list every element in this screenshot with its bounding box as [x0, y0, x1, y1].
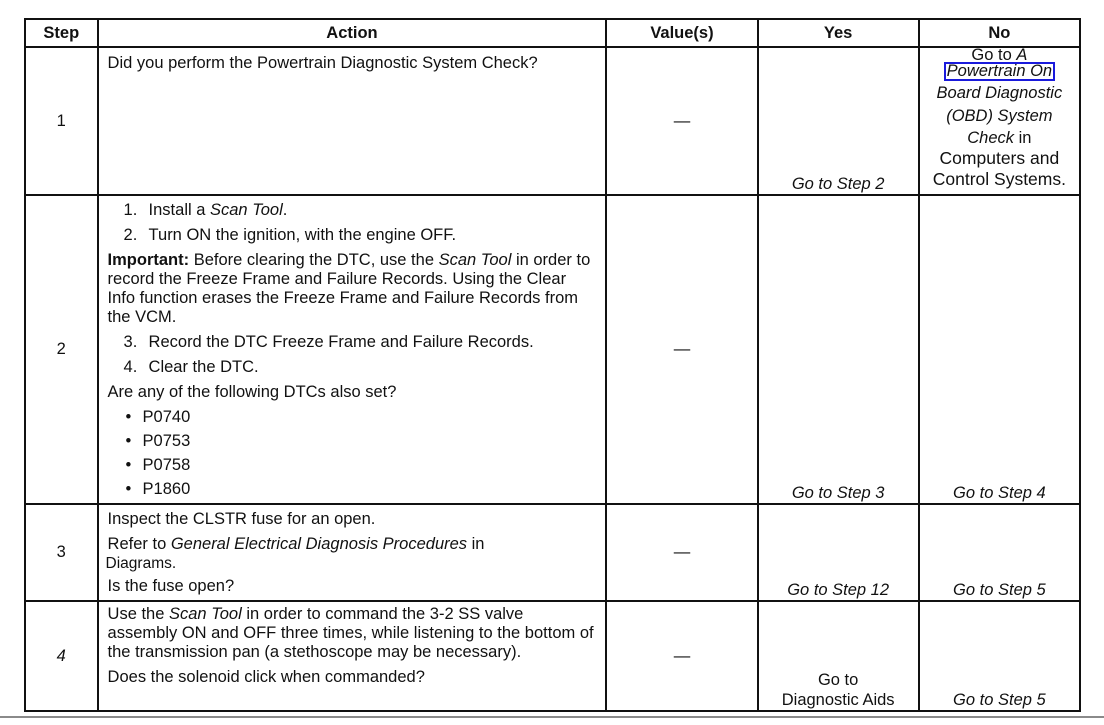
table-row-step-3	[25, 504, 1080, 601]
yes-cell[interactable]	[758, 47, 919, 195]
step-number: 3	[25, 504, 98, 601]
goto-step-link[interactable]: Go to Step 5	[953, 691, 1046, 709]
header-values: Value(s)	[606, 19, 757, 47]
action-reference: Refer to General Electrical Diagnosis Procedures in Diagrams.	[105, 535, 485, 572]
value-cell: —	[606, 47, 757, 195]
value-cell: —	[606, 195, 757, 504]
page-bottom-divider	[0, 716, 1104, 718]
no-cell: Go to A Powertrain On Board Diagnostic (OBD) System Check in Computers and Control Systems.	[919, 47, 1080, 195]
action-cell	[98, 47, 607, 195]
action-instruction: Use the Scan Tool in order to command the 3-2 SS valve assembly ON and OFF three times, while listening to the bottom of the transmission pan (a stethoscope may be necessary).	[107, 605, 594, 661]
yes-cell[interactable]	[758, 504, 919, 601]
goto-step-link[interactable]: Go to Step 12	[787, 581, 890, 599]
goto-step-link[interactable]: Go to Step 3	[791, 484, 885, 502]
no-cell[interactable]	[919, 504, 1080, 601]
no-suffix-line2: Control Systems.	[932, 169, 1066, 189]
goto-step-link[interactable]: Go to Step 2	[791, 175, 885, 193]
yes-cell[interactable]	[758, 601, 919, 711]
instruction-step: 3. Record the DTC Freeze Frame and Failure Records.	[123, 333, 534, 351]
obd-check-link-line3[interactable]: (OBD) System	[946, 107, 1053, 125]
dtc-item: • P0753	[125, 432, 191, 450]
header-no: No	[919, 19, 1080, 47]
table-row-step-2	[25, 195, 1080, 504]
instruction-step: 1. Install a Scan Tool.	[123, 201, 288, 219]
dtc-item: • P1860	[125, 480, 191, 498]
header-action: Action	[98, 19, 607, 47]
goto-step-link[interactable]: Go to Step 5	[953, 581, 1046, 599]
dtc-list	[108, 408, 598, 499]
action-question: Does the solenoid click when commanded?	[107, 668, 425, 686]
no-suffix-line1: Computers and	[939, 148, 1060, 168]
action-cell	[98, 601, 607, 711]
table-row-step-4	[25, 601, 1080, 711]
no-line-1: Go to A	[971, 46, 1028, 64]
dtc-item: • P0758	[125, 456, 191, 474]
diagnostic-aids-link-line1[interactable]: Go to	[817, 671, 859, 689]
header-step: Step	[25, 19, 98, 47]
obd-check-link-a[interactable]: A	[1016, 46, 1028, 64]
obd-check-link-line4[interactable]: Check	[967, 129, 1015, 147]
action-question: Is the fuse open?	[107, 577, 235, 595]
step-number: 1	[25, 47, 98, 195]
instruction-step: 2. Turn ON the ignition, with the engine OFF.	[123, 226, 457, 244]
step-number: 4	[25, 601, 98, 711]
value-cell: —	[606, 601, 757, 711]
general-electrical-diagnosis-link[interactable]: General Electrical Diagnosis Procedures	[170, 535, 468, 553]
action-cell	[98, 195, 607, 504]
value-cell: —	[606, 504, 757, 601]
yes-cell[interactable]	[758, 195, 919, 504]
action-cell	[98, 504, 607, 601]
action-question: Are any of the following DTCs also set?	[107, 383, 397, 401]
table-row-step-1	[25, 47, 1080, 195]
diagnostic-aids-link[interactable]: Diagnostic Aids	[781, 691, 895, 709]
action-instruction: Inspect the CLSTR fuse for an open.	[107, 510, 376, 528]
obd-check-link[interactable]: Powertrain On	[944, 62, 1055, 81]
no-cell[interactable]	[919, 601, 1080, 711]
no-cell[interactable]	[919, 195, 1080, 504]
goto-step-link[interactable]: Go to Step 4	[953, 484, 1046, 502]
important-note: Important: Before clearing the DTC, use the Scan Tool in order to record the Freeze Frame and Failure Records. Using the Clear Info function erases the Freeze Frame and Failure Records from the VCM.	[107, 251, 591, 326]
header-row	[25, 19, 1080, 47]
diagnostic-table	[24, 18, 1081, 712]
action-question: Did you perform the Powertrain Diagnostic System Check?	[107, 54, 538, 72]
header-yes: Yes	[758, 19, 919, 47]
step-number: 2	[25, 195, 98, 504]
instruction-step: 4. Clear the DTC.	[123, 358, 259, 376]
obd-check-link-line2[interactable]: Board Diagnostic	[936, 84, 1063, 102]
dtc-item: • P0740	[125, 408, 191, 426]
